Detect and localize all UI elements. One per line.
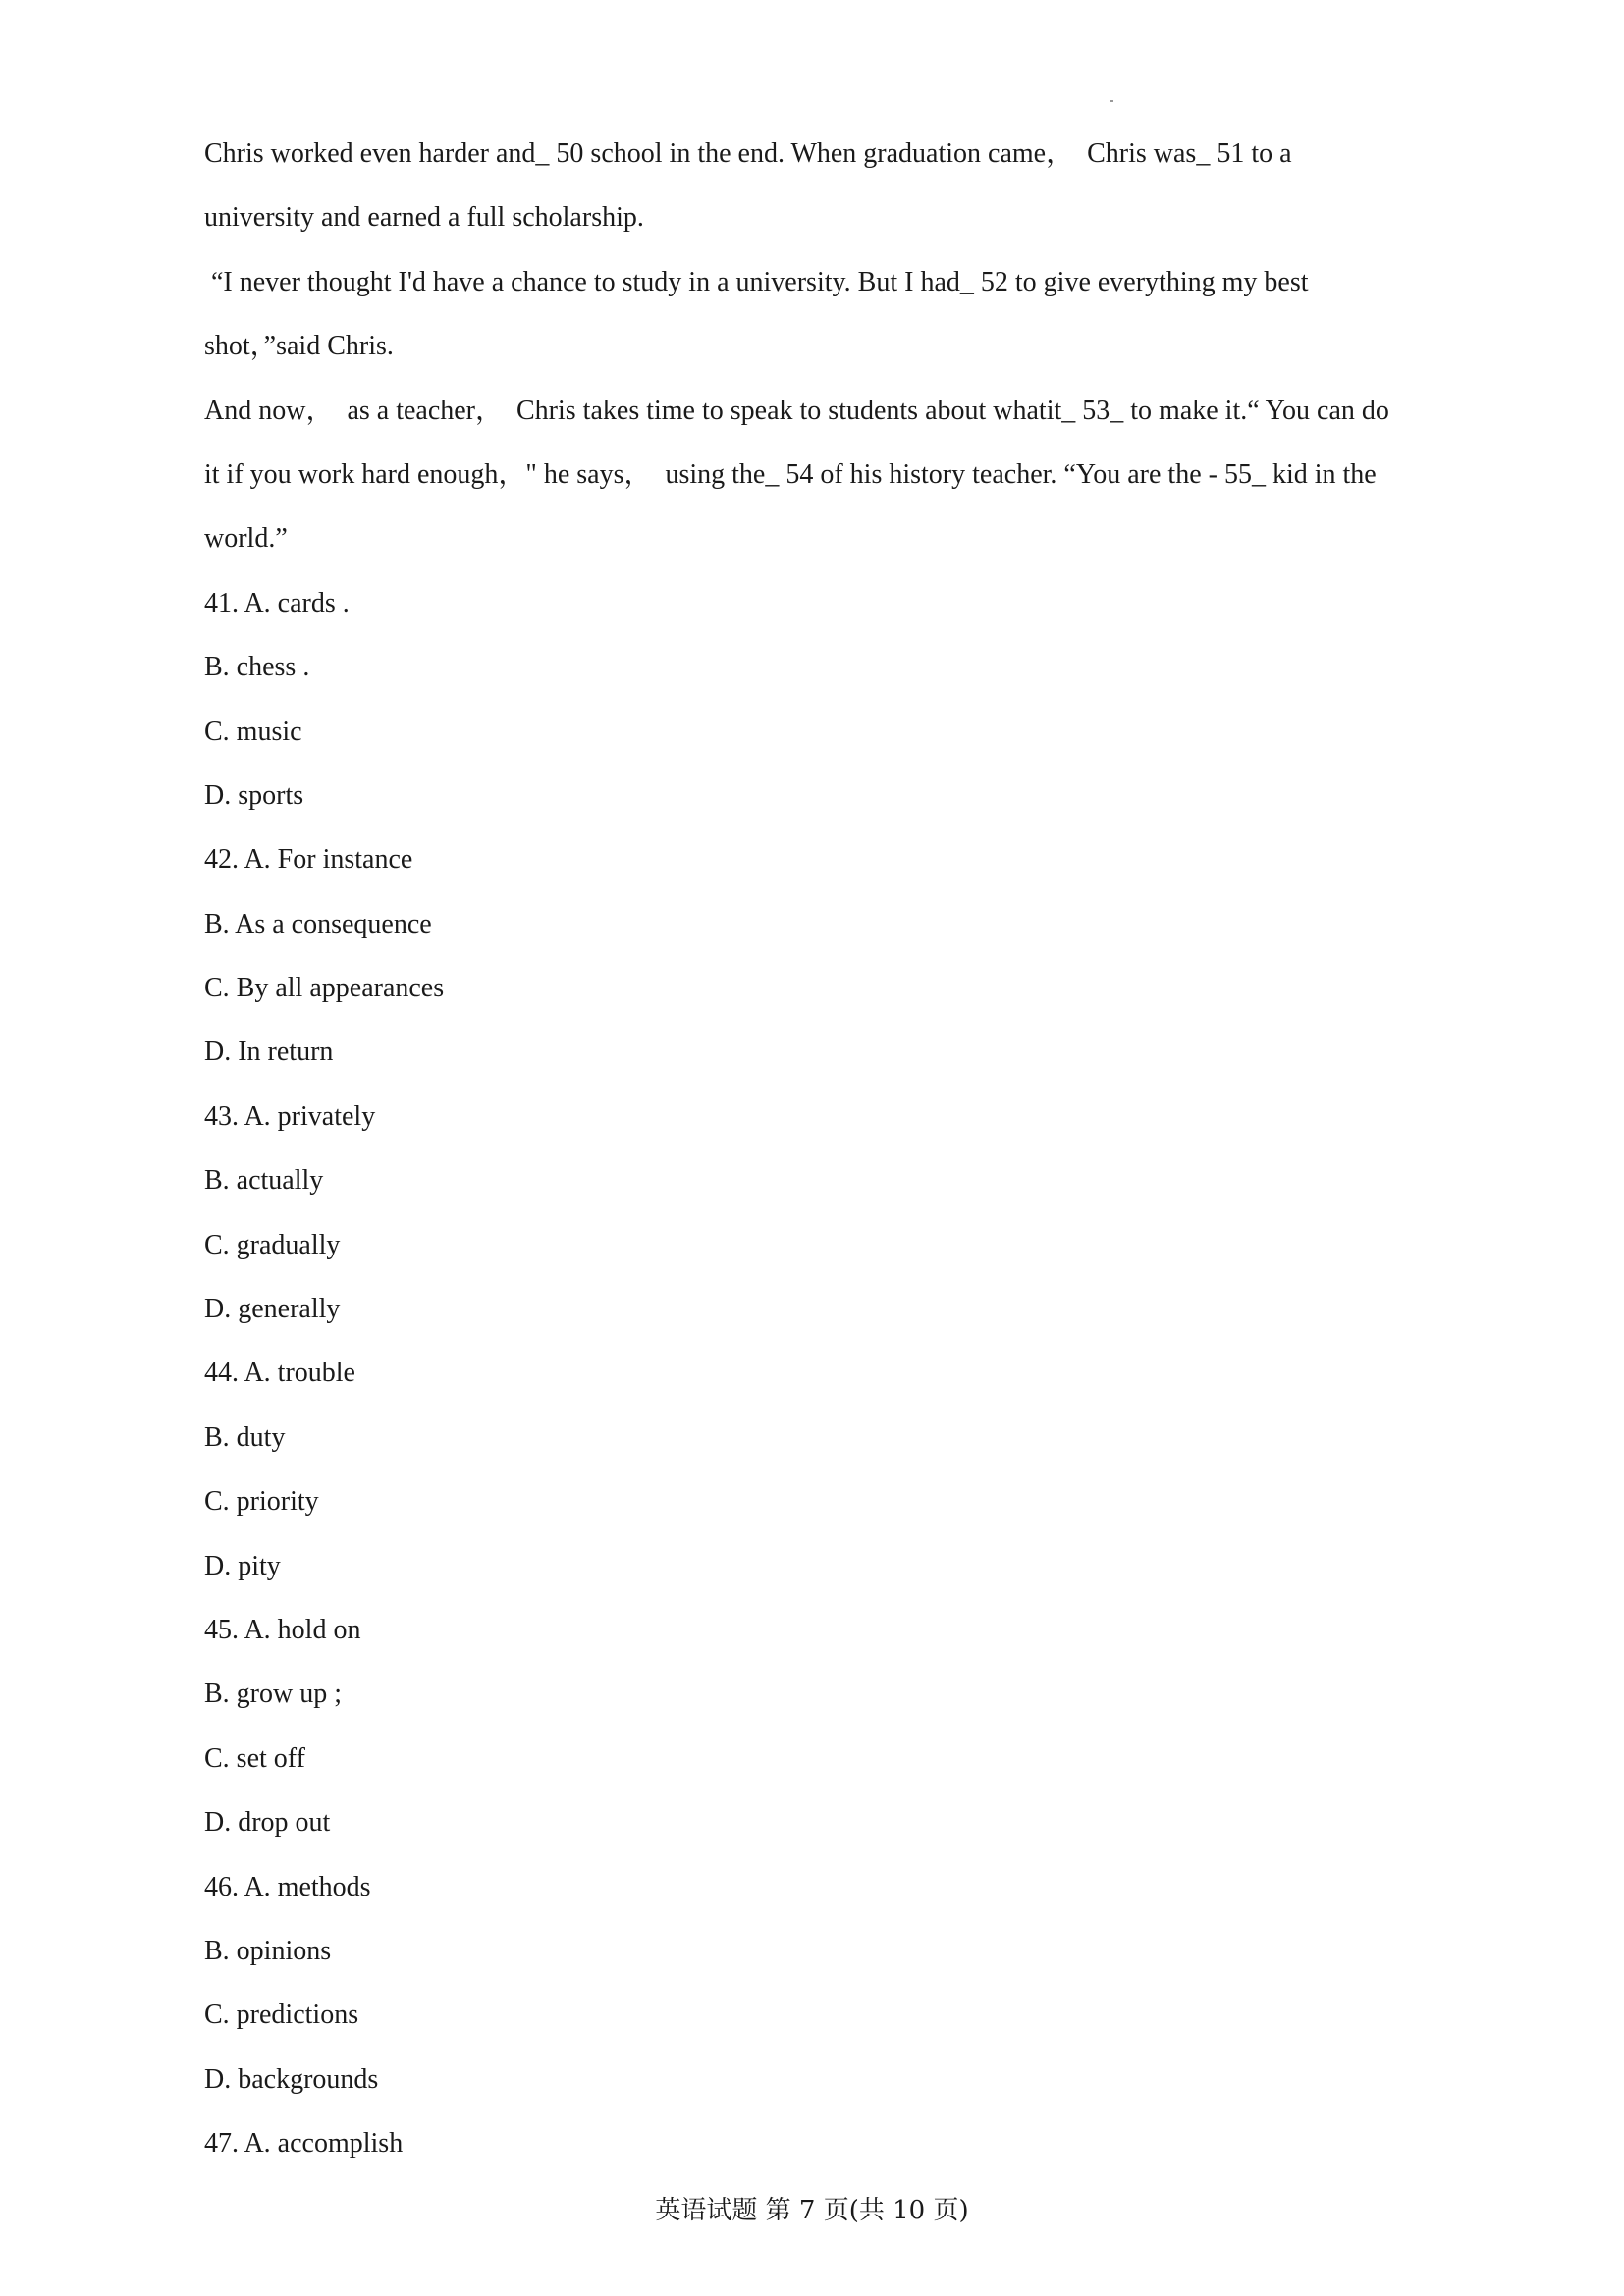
option-line: 41. A. cards . [204,587,350,618]
option-line: C. priority [204,1486,319,1518]
answer-options [204,571,1481,2176]
option-line: D. drop out [204,1807,331,1839]
option-line: C. gradually [204,1229,341,1260]
option-line: C. set off [204,1742,305,1774]
passage-line: “I never thought I'd have a chance to study in a university. But I had_ 52 to give everything my best [204,266,1309,297]
option-line: D. backgrounds [204,2063,379,2095]
option-line: D. pity [204,1550,281,1581]
option-line: B. chess . [204,652,310,683]
option-line: 44. A. trouble [204,1358,355,1389]
option-line: B. As a consequence [204,908,432,939]
option-line: D. sports [204,779,304,811]
option-line: 42. A. For instance [204,844,413,876]
option-line: 45. A. hold on [204,1614,361,1645]
option-line: B. grow up ; [204,1679,342,1710]
option-line: C. music [204,716,302,747]
option-line: C. By all appearances [204,973,445,1004]
passage [204,122,1481,571]
passage-line: university and earned a full scholarship. [204,202,644,234]
passage-line: it if you work hard enough，" he says， using the_ 54 of his history teacher. “You are the - 55_ kid in the [204,458,1377,490]
option-line: D. generally [204,1294,341,1325]
scan-speck [1110,100,1113,102]
option-line: 43. A. privately [204,1100,376,1132]
page-footer: 英语试题 第 7 页(共 10 页) [655,2196,969,2225]
option-line: 47. A. accomplish [204,2128,404,2160]
option-line: B. actually [204,1165,324,1197]
passage-line: And now， as a teacher， Chris takes time to speak to students about whatit_ 53_ to make it.“ You can do [204,395,1389,426]
option-line: 46. A. methods [204,1871,371,1902]
passage-line: shot，”said Chris. [204,331,394,362]
option-line: B. opinions [204,1935,332,1966]
option-line: C. predictions [204,2000,359,2031]
passage-line: world.” [204,523,288,555]
option-line: B. duty [204,1421,286,1453]
page-content [204,122,1481,2176]
option-line: D. In return [204,1037,334,1068]
passage-line: Chris worked even harder and_ 50 school in the end. When graduation came， Chris was_ 51 to a [204,138,1292,169]
